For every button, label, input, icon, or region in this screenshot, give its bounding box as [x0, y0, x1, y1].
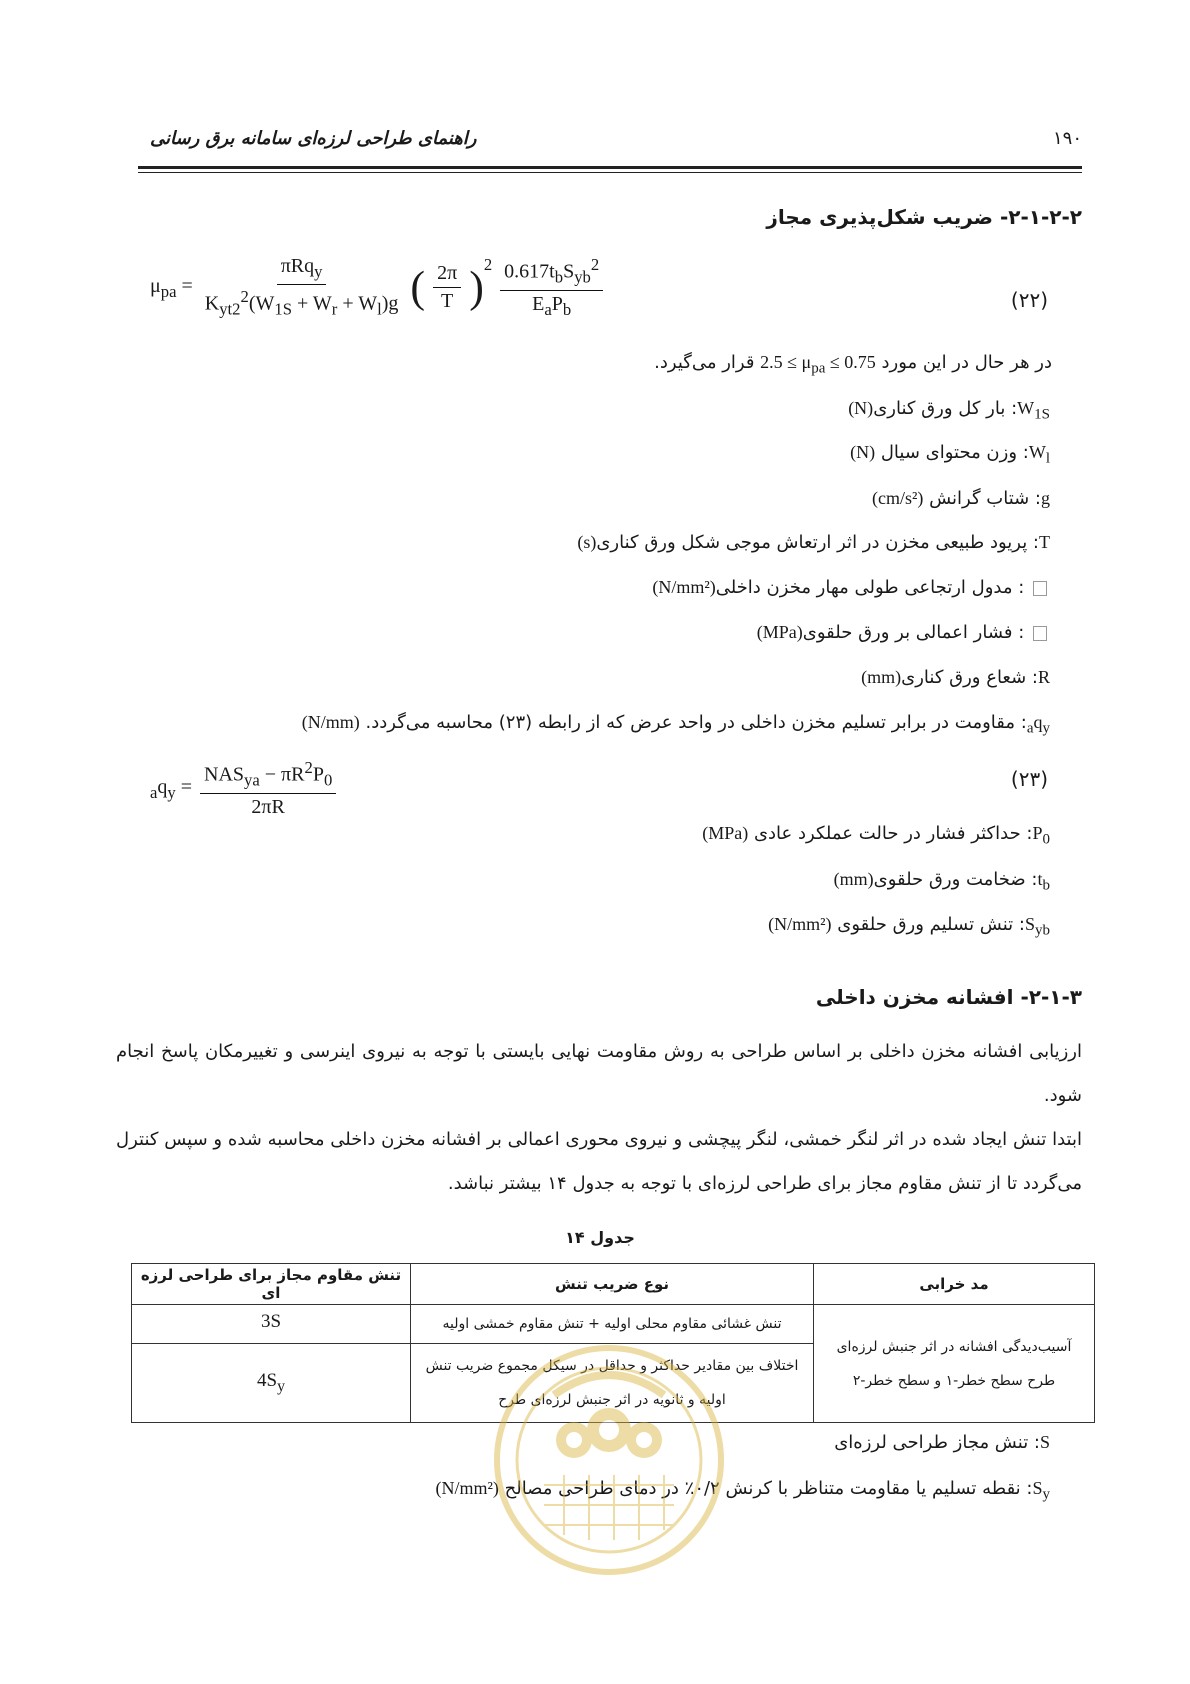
- equation-number-22: (۲۲): [1010, 288, 1048, 312]
- header-rule-thick: [138, 166, 1082, 169]
- page-number: ۱۹۰: [1052, 128, 1082, 149]
- table-cell-allowable: $4S_y$: [132, 1344, 411, 1423]
- table-header-stress-type: نوع ضریب تنش: [411, 1264, 814, 1305]
- table-header-row: [132, 1264, 1095, 1305]
- eq23-fraction: $\frac{NAS_{ya} - \pi R^2P_0}{2\pi R}$: [200, 758, 336, 819]
- definition-t: T: پریود طبیعی مخزن در اثر ارتعاش موجی شکل ورق کناری(s): [577, 532, 1050, 553]
- paragraph-1: ارزیابی افشانه مخزن داخلی بر اساس طراحی به روش مقاومت نهایی بایستی با توجه به نیروی اینرسی و تغییرمکان پاسخ انجام شود.: [116, 1041, 1082, 1106]
- table-cell-allowable: 3S: [132, 1305, 411, 1344]
- running-title: راهنمای طراحی لرزه‌ای سامانه برق رسانی: [150, 128, 477, 149]
- eq22-lhs: μ: [150, 275, 161, 297]
- equation-23: $_aq_y$ = $\frac{NAS_{ya} - \pi R^2P_0}{2\pi R}$: [150, 758, 339, 819]
- ductility-range-line: در هر حال در این مورد $2.5 \le \mu_{pa} \le 0.75$ قرار می‌گیرد.: [654, 352, 1052, 377]
- header-rule-thin: [138, 172, 1082, 173]
- definition-pressure: : فشار اعمالی بر ورق حلقوی(MPa): [757, 622, 1050, 643]
- definition-p0: $P_0$: حداکثر فشار در حالت عملکرد عادی (MPa): [702, 823, 1050, 848]
- eq22-fraction-3: $\frac{0.617t_bS_{yb}^2}{E_aP_b}$: [500, 255, 603, 320]
- table-header-failure-mode: مد خرابی: [814, 1264, 1095, 1305]
- definition-r: R: شعاع ورق کناری(mm): [861, 667, 1050, 688]
- note-sy: $S_y$: نقطه تسلیم یا مقاومت متناظر با کرنش ۰/۲٪ در دمای طراحی مصالح (N/mm²): [435, 1478, 1050, 1503]
- eq22-paren-exponent: 2: [483, 255, 493, 274]
- table-cell-stress-type: تنش غشائی مقاوم محلی اولیه + تنش مقاوم خمشی اولیه: [411, 1305, 814, 1344]
- equation-22: [150, 255, 606, 320]
- eq22-equals: =: [181, 275, 193, 297]
- eq22-fraction-2: $\frac{2\pi}{T}$: [433, 262, 461, 313]
- eq22-paren-open: (: [410, 262, 426, 312]
- missing-glyph-icon: [1033, 626, 1047, 641]
- eq22-lhs-sub: pa: [160, 282, 177, 301]
- definition-elastic-modulus: : مدول ارتجاعی طولی مهار مخزن داخلی(N/mm²): [652, 577, 1050, 598]
- eq22-paren-close: ): [469, 262, 484, 312]
- table-caption: جدول ۱۴: [565, 1228, 635, 1247]
- section-heading-ductility: ۲-۱-۲-۲- ضریب شکل‌پذیری مجاز: [766, 205, 1082, 229]
- definition-wl: $W_l$: وزن محتوای سیال (N): [850, 442, 1050, 467]
- eq22-fraction-1: $\frac{\pi Rq_y}{K_{yt2}^2(W_{1S} + W_r + W_l)g}$: [204, 255, 399, 319]
- watermark-seal-logo: [484, 1335, 734, 1585]
- paragraph-2: ابتدا تنش ایجاد شده در اثر لنگر خمشی، لنگر پیچشی و نیروی محوری اعمالی بر افشانه مخزن داخلی محاسبه شده و سپس کنترل می‌گردد تا از تنش مقاوم مجاز برای طراحی لرزه‌ای با توجه به جدول ۱۴ بیشتر نباشد.: [116, 1129, 1082, 1194]
- table-cell-stress-type: اختلاف بین مقادیر حداکثر و حداقل در سیکل مجموع ضریب تنش اولیه و ثانویه در اثر جنبش لرزه‌ای طرح: [411, 1344, 814, 1423]
- definition-g: g: شتاب گرانش (cm/s²): [871, 488, 1050, 509]
- note-s: S: تنش مجاز طراحی لرزه‌ای: [834, 1432, 1050, 1453]
- table-cell-failure-mode: آسیب‌دیدگی افشانه در اثر جنبش لرزه‌ای طرح سطح خطر-۱ و سطح خطر-۲: [814, 1305, 1095, 1423]
- definition-aqy: $_aq_y$: مقاومت در برابر تسلیم مخزن داخلی در واحد عرض که از رابطه (۲۳) محاسبه می‌گردد. (N/mm): [301, 712, 1050, 737]
- definition-w1s: $W_{1S}$: بار کل ورق کناری(N): [848, 398, 1050, 423]
- section-heading-nozzle: ۲-۱-۳- افشانه مخزن داخلی: [815, 985, 1082, 1009]
- definition-tb: $t_b$: ضخامت ورق حلقوی(mm): [833, 869, 1050, 894]
- definition-syb: $S_{yb}$: تنش تسلیم ورق حلقوی (N/mm²): [768, 914, 1050, 939]
- table-header-allowable-stress: تنش مقاوم مجاز برای طراحی لرزه ای: [132, 1264, 411, 1305]
- equation-number-23: (۲۳): [1010, 767, 1048, 791]
- missing-glyph-icon: [1033, 581, 1047, 596]
